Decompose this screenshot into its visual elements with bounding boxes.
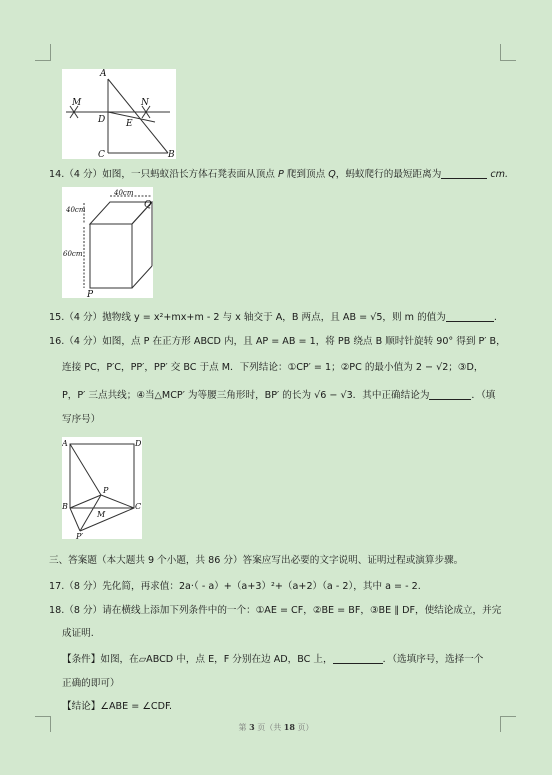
figure-square-rotation: [62, 437, 142, 539]
fig2-label-q: Q: [144, 200, 152, 210]
question-17: 17.（8 分）先化简，再求值：2a·（ - a）+（a+3）²+（a+2）（a - 2），其中 a = - 2.: [49, 581, 421, 592]
crop-mark-bottom-right: [500, 716, 516, 717]
fig1-label-c: C: [98, 150, 105, 159]
crop-mark-top-right-v: [500, 44, 501, 60]
fig2-label-p: P: [87, 290, 94, 298]
answer-blank-16[interactable]: [429, 389, 471, 400]
question-16-line-2: 连接 PC，P′C，PP′，PP′ 交 BC 于点 M．下列结论：①CP′ = 1；②PC 的最小值为 2 − √2；③D，: [62, 362, 484, 373]
fig3-label-b: B: [62, 502, 68, 511]
question-16-line-3: P，P′ 三点共线；④当△MCP′ 为等腰三角形时，BP′ 的长为 √6 − √3．其中正确结论为 ．（填: [62, 390, 496, 401]
fig3-label-p: P: [103, 486, 109, 495]
fig2-label-height: 60cm: [63, 250, 83, 258]
fig1-label-n: N: [141, 98, 149, 108]
question-18-condition: 【条件】如图，在▱ABCD 中，点 E，F 分别在边 AD，BC 上， ．（选填序号，选择一个: [62, 654, 484, 665]
fig3-label-d: D: [135, 439, 142, 448]
fig2-label-depth: 40cm: [66, 206, 86, 214]
fig3-label-m: M: [97, 510, 106, 519]
question-18-condition-cont: 正确的即可）: [62, 678, 120, 689]
question-15: 15.（4 分）抛物线 y = x²+mx+m - 2 与 x 轴交于 A，B 两点，且 AB = √5，则 m 的值为 .: [49, 312, 497, 323]
fig2-label-top: 40cm: [114, 189, 134, 197]
question-14: 14.（4 分）如图，一只蚂蚁沿长方体石凳表面从顶点 P 爬到顶点 Q，蚂蚁爬行的最短距离为 cm.: [49, 169, 509, 180]
crop-mark-top-left-v: [50, 44, 51, 60]
fig3-label-a: A: [62, 439, 68, 448]
question-18-line-2: 成证明.: [62, 628, 94, 639]
answer-blank-18[interactable]: [333, 653, 383, 664]
fig1-label-a: A: [100, 69, 107, 79]
figure-triangle-construction: [62, 69, 176, 159]
question-16-line-4: 写序号）: [62, 414, 101, 425]
current-page-number: 3: [249, 722, 255, 732]
answer-blank-14[interactable]: [441, 168, 487, 179]
fig1-label-d: D: [98, 115, 106, 125]
crop-mark-top-left: [35, 60, 51, 61]
total-page-count: 18: [283, 722, 295, 732]
fig1-label-e: E: [126, 119, 133, 129]
fig1-label-b: B: [168, 150, 175, 159]
figure-cuboid-stool: [62, 187, 153, 298]
fig3-label-p-prime: P′: [76, 532, 84, 539]
section-3-heading: 三、答案题（本大题共 9 个小题，共 86 分）答案应写出必要的文字说明、证明过程或演算步骤。: [49, 555, 464, 566]
crop-mark-bottom-left: [35, 716, 51, 717]
question-18-line-1: 18.（8 分）请在横线上添加下列条件中的一个：①AE = CF，②BE = BF，③BE ∥ DF，使结论成立，并完: [49, 605, 502, 616]
question-16-line-1: 16.（4 分）如图，点 P 在正方形 ABCD 内，且 AP = AB = 1，将 PB 绕点 B 顺时针旋转 90° 得到 P′ B，: [49, 336, 506, 347]
crop-mark-top-right: [500, 60, 516, 61]
fig3-label-c: C: [135, 502, 142, 511]
page-footer: 第 3 页（共 18 页）: [238, 722, 314, 732]
question-18-conclusion: 【结论】∠ABE = ∠CDF.: [62, 701, 173, 712]
fig1-label-m: M: [72, 98, 82, 108]
answer-blank-15[interactable]: [446, 311, 494, 322]
